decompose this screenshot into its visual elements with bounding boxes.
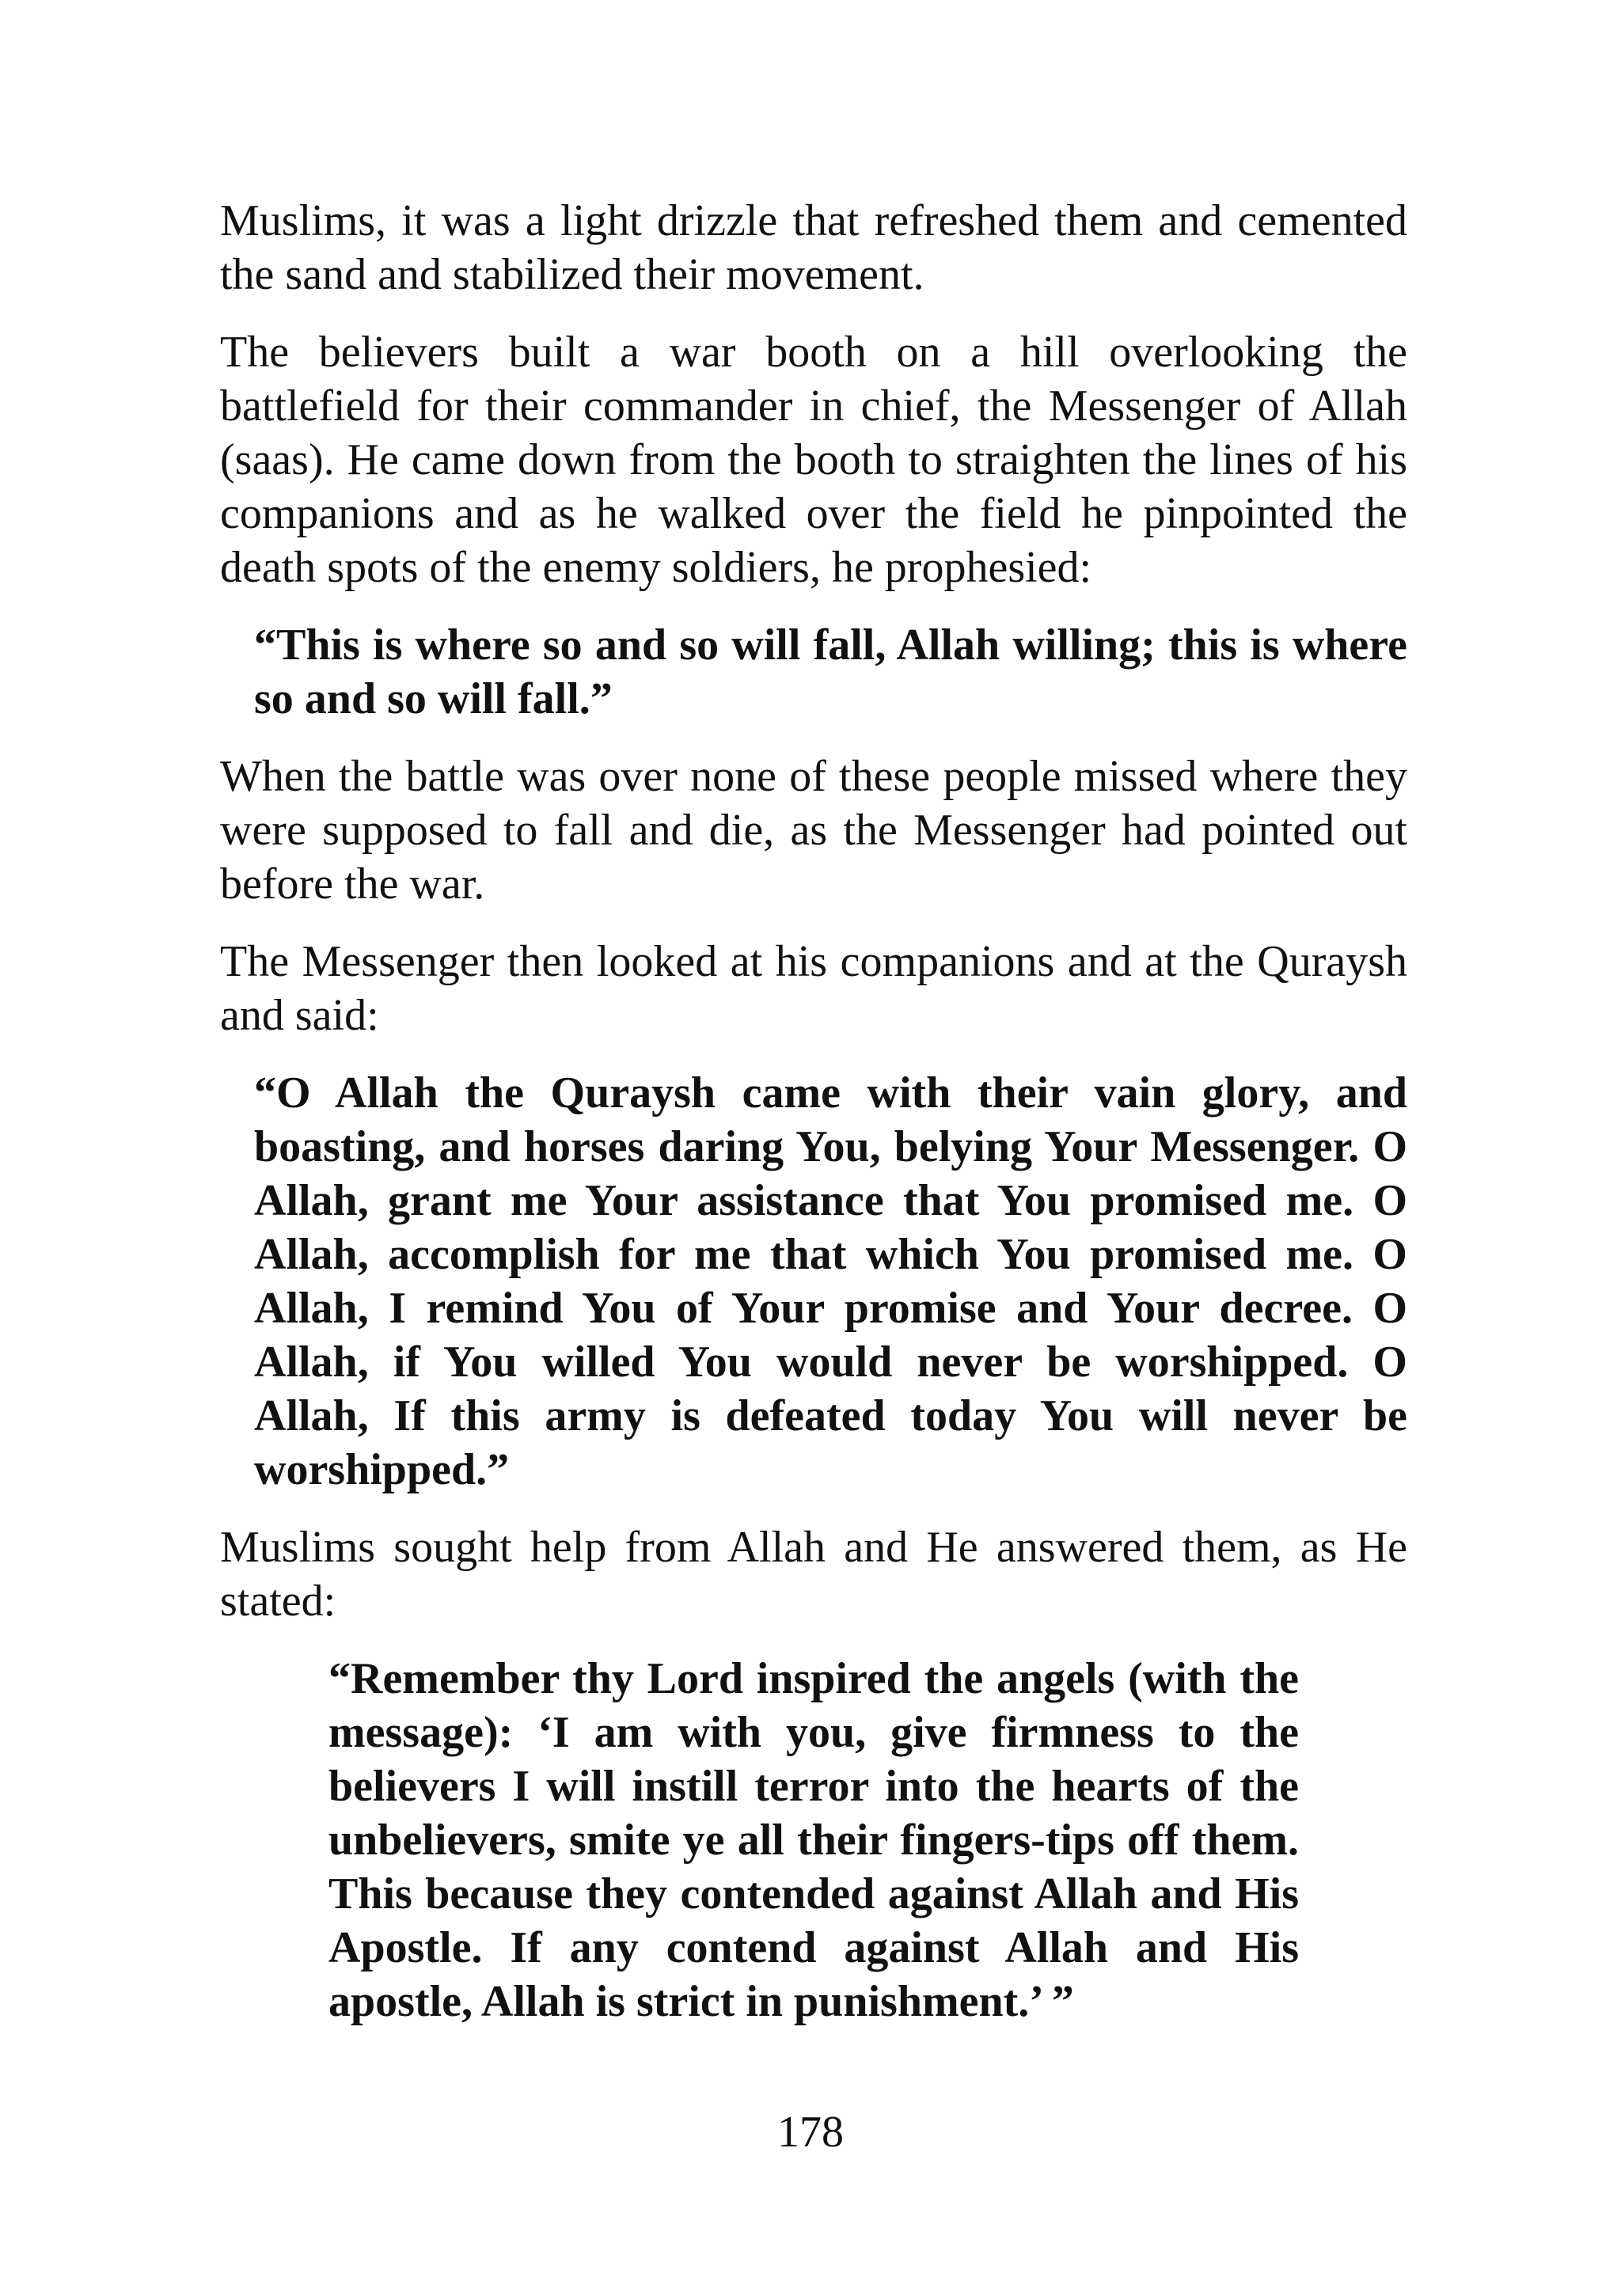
page-number: 178 [777,2108,844,2157]
quote-prayer: “O Allah the Quraysh came with their vain glory, and boasting, and horses daring You, belying Your Messenger. O Allah, grant me Your assistance that You promised me. O Allah, accomplish for me that which You promised me. O Allah, I remind You of Your promise and Your decree. O Allah, if You willed You would never be worshipped. O Allah, If this army is defeated today You will never be worshipped.” [254,1068,1407,1494]
paragraph-drizzle: Muslims, it was a light drizzle that refreshed them and cemented the sand and stabilized their movement. [220,196,1407,299]
paragraph-sought-help: Muslims sought help from Allah and He answered them, as He stated: [220,1523,1407,1626]
verse-quote: “Remember thy Lord inspired the angels (with the message): ‘I am with you, give firmness to the believers I will instill terror into the hearts of the unbelievers, smite ye all their fingers-tips off them. This because they contended against Allah and His Apostle. If any contend against Allah and His apostle, Allah is strict in punishment.’ ” [328,1654,1299,2026]
paragraph-messenger-looked: The Messenger then looked at his companions and at the Quraysh and said: [220,937,1407,1040]
paragraph-battle-over: When the battle was over none of these people missed where they were supposed to fall and die, as the Messenger had pointed out before the war. [220,752,1407,909]
quote-prophecy: “This is where so and so will fall, Allah willing; this is where so and so will fall.” [254,620,1407,723]
paragraph-war-booth: The believers built a war booth on a hill overlooking the battlefield for their commander in chief, the Messenger of Allah (saas). He came down from the booth to straighten the lines of his companions and as he walked over the field he pinpointed the death spots of the enemy soldiers, he prophesied: [220,328,1407,592]
page-body [220,194,1407,2028]
